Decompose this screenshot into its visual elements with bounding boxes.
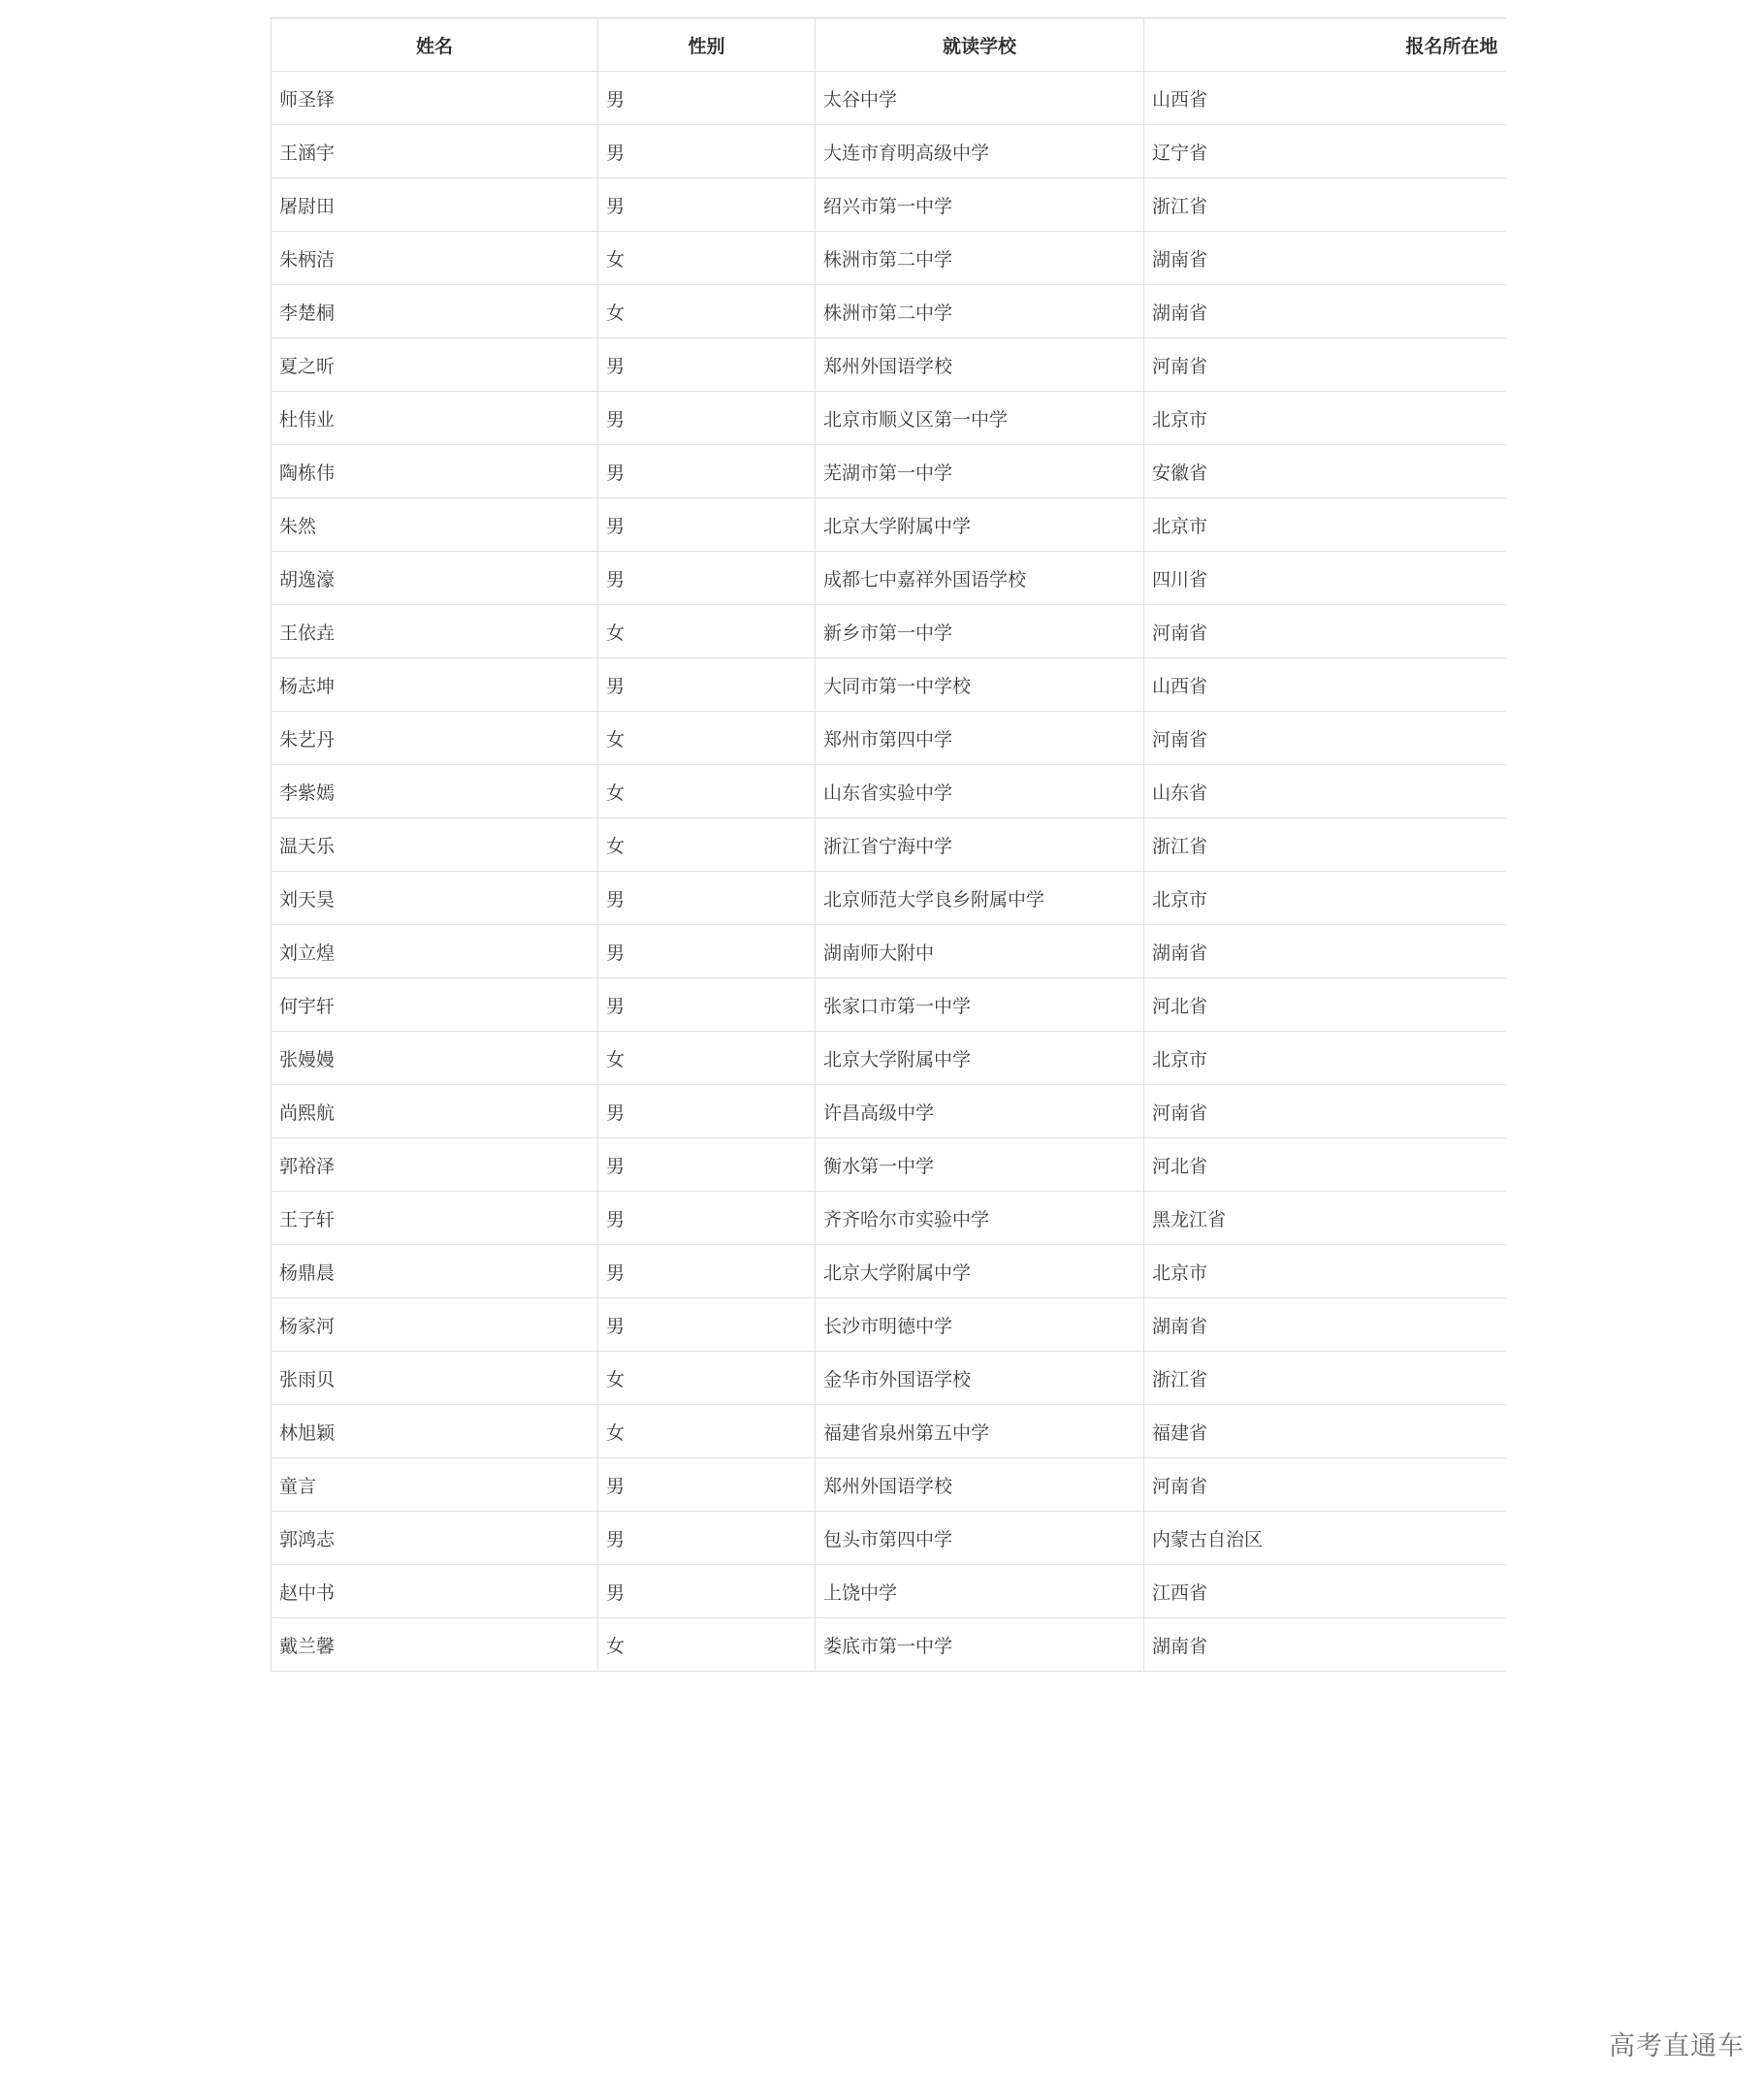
table-row bbox=[272, 338, 1506, 392]
cell-school: 大连市育明高级中学 bbox=[816, 125, 1144, 178]
cell-gender: 女 bbox=[598, 605, 816, 658]
table-row bbox=[272, 1192, 1506, 1245]
cell-school: 衡水第一中学 bbox=[816, 1138, 1144, 1192]
cell-region: 河南省 bbox=[1144, 605, 1506, 658]
table-row bbox=[272, 712, 1506, 765]
table-row bbox=[272, 125, 1506, 178]
cell-name: 林旭颖 bbox=[272, 1405, 598, 1458]
cell-name: 温天乐 bbox=[272, 818, 598, 872]
cell-school: 北京大学附属中学 bbox=[816, 1032, 1144, 1085]
cell-region: 四川省 bbox=[1144, 552, 1506, 605]
cell-name: 朱艺丹 bbox=[272, 712, 598, 765]
watermark: 高考直通车 bbox=[1609, 2031, 1745, 2061]
cell-region: 黑龙江省 bbox=[1144, 1192, 1506, 1245]
header-gender: 性别 bbox=[598, 18, 816, 72]
cell-region: 湖南省 bbox=[1144, 925, 1506, 978]
cell-school: 金华市外国语学校 bbox=[816, 1352, 1144, 1405]
cell-gender: 女 bbox=[598, 1405, 816, 1458]
roster-sheet bbox=[271, 17, 1505, 1672]
header-region: 报名所在地 bbox=[1144, 18, 1506, 72]
cell-region: 北京市 bbox=[1144, 1032, 1506, 1085]
cell-name: 杨志坤 bbox=[272, 658, 598, 712]
cell-school: 太谷中学 bbox=[816, 72, 1144, 125]
cell-gender: 男 bbox=[598, 1512, 816, 1565]
cell-name: 童言 bbox=[272, 1458, 598, 1512]
cell-name: 何宇轩 bbox=[272, 978, 598, 1032]
table-row bbox=[272, 392, 1506, 445]
cell-name: 李楚桐 bbox=[272, 285, 598, 338]
cell-school: 包头市第四中学 bbox=[816, 1512, 1144, 1565]
table-body bbox=[272, 72, 1506, 1672]
cell-name: 李紫嫣 bbox=[272, 765, 598, 818]
cell-name: 朱然 bbox=[272, 498, 598, 552]
cell-school: 郑州外国语学校 bbox=[816, 1458, 1144, 1512]
cell-name: 陶栋伟 bbox=[272, 445, 598, 498]
table-row bbox=[272, 285, 1506, 338]
table-row bbox=[272, 552, 1506, 605]
cell-gender: 男 bbox=[598, 658, 816, 712]
cell-name: 张嫚嫚 bbox=[272, 1032, 598, 1085]
table-header-row bbox=[272, 18, 1506, 72]
cell-gender: 男 bbox=[598, 392, 816, 445]
cell-school: 成都七中嘉祥外国语学校 bbox=[816, 552, 1144, 605]
cell-school: 株洲市第二中学 bbox=[816, 232, 1144, 285]
table-row bbox=[272, 1618, 1506, 1672]
cell-gender: 男 bbox=[598, 445, 816, 498]
cell-name: 胡逸濠 bbox=[272, 552, 598, 605]
cell-name: 朱柄洁 bbox=[272, 232, 598, 285]
table-row bbox=[272, 1405, 1506, 1458]
cell-region: 内蒙古自治区 bbox=[1144, 1512, 1506, 1565]
cell-region: 山西省 bbox=[1144, 658, 1506, 712]
table-row bbox=[272, 765, 1506, 818]
cell-gender: 男 bbox=[598, 125, 816, 178]
cell-school: 山东省实验中学 bbox=[816, 765, 1144, 818]
cell-school: 湖南师大附中 bbox=[816, 925, 1144, 978]
cell-region: 河南省 bbox=[1144, 338, 1506, 392]
cell-gender: 男 bbox=[598, 872, 816, 925]
cell-gender: 男 bbox=[598, 552, 816, 605]
table-row bbox=[272, 498, 1506, 552]
cell-name: 杜伟业 bbox=[272, 392, 598, 445]
cell-gender: 女 bbox=[598, 712, 816, 765]
cell-name: 王涵宇 bbox=[272, 125, 598, 178]
cell-school: 上饶中学 bbox=[816, 1565, 1144, 1618]
table-row bbox=[272, 925, 1506, 978]
cell-gender: 男 bbox=[598, 72, 816, 125]
cell-region: 湖南省 bbox=[1144, 1618, 1506, 1672]
cell-school: 许昌高级中学 bbox=[816, 1085, 1144, 1138]
cell-gender: 男 bbox=[598, 978, 816, 1032]
cell-region: 浙江省 bbox=[1144, 818, 1506, 872]
cell-region: 安徽省 bbox=[1144, 445, 1506, 498]
cell-school: 绍兴市第一中学 bbox=[816, 178, 1144, 232]
student-roster-table bbox=[271, 17, 1506, 1672]
table-row bbox=[272, 1458, 1506, 1512]
table-row bbox=[272, 1138, 1506, 1192]
cell-region: 湖南省 bbox=[1144, 232, 1506, 285]
cell-gender: 男 bbox=[598, 1245, 816, 1298]
header-name: 姓名 bbox=[272, 18, 598, 72]
cell-gender: 女 bbox=[598, 232, 816, 285]
cell-region: 江西省 bbox=[1144, 1565, 1506, 1618]
cell-school: 北京大学附属中学 bbox=[816, 498, 1144, 552]
cell-gender: 女 bbox=[598, 818, 816, 872]
cell-region: 河南省 bbox=[1144, 1085, 1506, 1138]
cell-school: 郑州市第四中学 bbox=[816, 712, 1144, 765]
table-row bbox=[272, 72, 1506, 125]
cell-school: 北京大学附属中学 bbox=[816, 1245, 1144, 1298]
cell-name: 王子轩 bbox=[272, 1192, 598, 1245]
cell-school: 齐齐哈尔市实验中学 bbox=[816, 1192, 1144, 1245]
cell-gender: 女 bbox=[598, 1032, 816, 1085]
cell-name: 刘天昊 bbox=[272, 872, 598, 925]
cell-gender: 女 bbox=[598, 285, 816, 338]
table-row bbox=[272, 1352, 1506, 1405]
cell-gender: 男 bbox=[598, 1085, 816, 1138]
cell-name: 师圣铎 bbox=[272, 72, 598, 125]
cell-gender: 男 bbox=[598, 1458, 816, 1512]
cell-name: 杨家河 bbox=[272, 1298, 598, 1352]
table-row bbox=[272, 818, 1506, 872]
cell-name: 戴兰馨 bbox=[272, 1618, 598, 1672]
cell-school: 株洲市第二中学 bbox=[816, 285, 1144, 338]
table-row bbox=[272, 178, 1506, 232]
table-row bbox=[272, 445, 1506, 498]
cell-school: 娄底市第一中学 bbox=[816, 1618, 1144, 1672]
cell-gender: 男 bbox=[598, 498, 816, 552]
table-row bbox=[272, 232, 1506, 285]
cell-region: 北京市 bbox=[1144, 872, 1506, 925]
cell-region: 辽宁省 bbox=[1144, 125, 1506, 178]
cell-school: 浙江省宁海中学 bbox=[816, 818, 1144, 872]
table-row bbox=[272, 1085, 1506, 1138]
cell-gender: 女 bbox=[598, 765, 816, 818]
cell-gender: 男 bbox=[598, 178, 816, 232]
cell-name: 张雨贝 bbox=[272, 1352, 598, 1405]
cell-gender: 男 bbox=[598, 925, 816, 978]
cell-gender: 男 bbox=[598, 1298, 816, 1352]
cell-school: 福建省泉州第五中学 bbox=[816, 1405, 1144, 1458]
cell-region: 北京市 bbox=[1144, 1245, 1506, 1298]
cell-region: 河南省 bbox=[1144, 712, 1506, 765]
cell-region: 福建省 bbox=[1144, 1405, 1506, 1458]
cell-region: 湖南省 bbox=[1144, 285, 1506, 338]
cell-region: 浙江省 bbox=[1144, 178, 1506, 232]
cell-school: 郑州外国语学校 bbox=[816, 338, 1144, 392]
table-row bbox=[272, 1032, 1506, 1085]
cell-region: 河北省 bbox=[1144, 1138, 1506, 1192]
cell-region: 北京市 bbox=[1144, 392, 1506, 445]
cell-school: 张家口市第一中学 bbox=[816, 978, 1144, 1032]
cell-name: 刘立煌 bbox=[272, 925, 598, 978]
cell-name: 郭裕泽 bbox=[272, 1138, 598, 1192]
cell-name: 屠尉田 bbox=[272, 178, 598, 232]
cell-region: 北京市 bbox=[1144, 498, 1506, 552]
cell-gender: 女 bbox=[598, 1352, 816, 1405]
cell-name: 王依垚 bbox=[272, 605, 598, 658]
header-school: 就读学校 bbox=[816, 18, 1144, 72]
cell-school: 长沙市明德中学 bbox=[816, 1298, 1144, 1352]
cell-region: 河南省 bbox=[1144, 1458, 1506, 1512]
cell-region: 山东省 bbox=[1144, 765, 1506, 818]
cell-name: 郭鸿志 bbox=[272, 1512, 598, 1565]
cell-name: 赵中书 bbox=[272, 1565, 598, 1618]
table-row bbox=[272, 1565, 1506, 1618]
cell-school: 芜湖市第一中学 bbox=[816, 445, 1144, 498]
table-row bbox=[272, 658, 1506, 712]
cell-gender: 男 bbox=[598, 338, 816, 392]
table-row bbox=[272, 1245, 1506, 1298]
cell-name: 尚熙航 bbox=[272, 1085, 598, 1138]
cell-region: 河北省 bbox=[1144, 978, 1506, 1032]
cell-school: 大同市第一中学校 bbox=[816, 658, 1144, 712]
cell-region: 浙江省 bbox=[1144, 1352, 1506, 1405]
cell-region: 湖南省 bbox=[1144, 1298, 1506, 1352]
cell-gender: 女 bbox=[598, 1618, 816, 1672]
table-row bbox=[272, 605, 1506, 658]
table-row bbox=[272, 1298, 1506, 1352]
cell-school: 新乡市第一中学 bbox=[816, 605, 1144, 658]
table-row bbox=[272, 978, 1506, 1032]
cell-name: 夏之昕 bbox=[272, 338, 598, 392]
cell-region: 山西省 bbox=[1144, 72, 1506, 125]
cell-gender: 男 bbox=[598, 1565, 816, 1618]
cell-gender: 男 bbox=[598, 1192, 816, 1245]
cell-school: 北京市顺义区第一中学 bbox=[816, 392, 1144, 445]
table-row bbox=[272, 1512, 1506, 1565]
cell-name: 杨鼎晨 bbox=[272, 1245, 598, 1298]
cell-school: 北京师范大学良乡附属中学 bbox=[816, 872, 1144, 925]
cell-gender: 男 bbox=[598, 1138, 816, 1192]
table-row bbox=[272, 872, 1506, 925]
